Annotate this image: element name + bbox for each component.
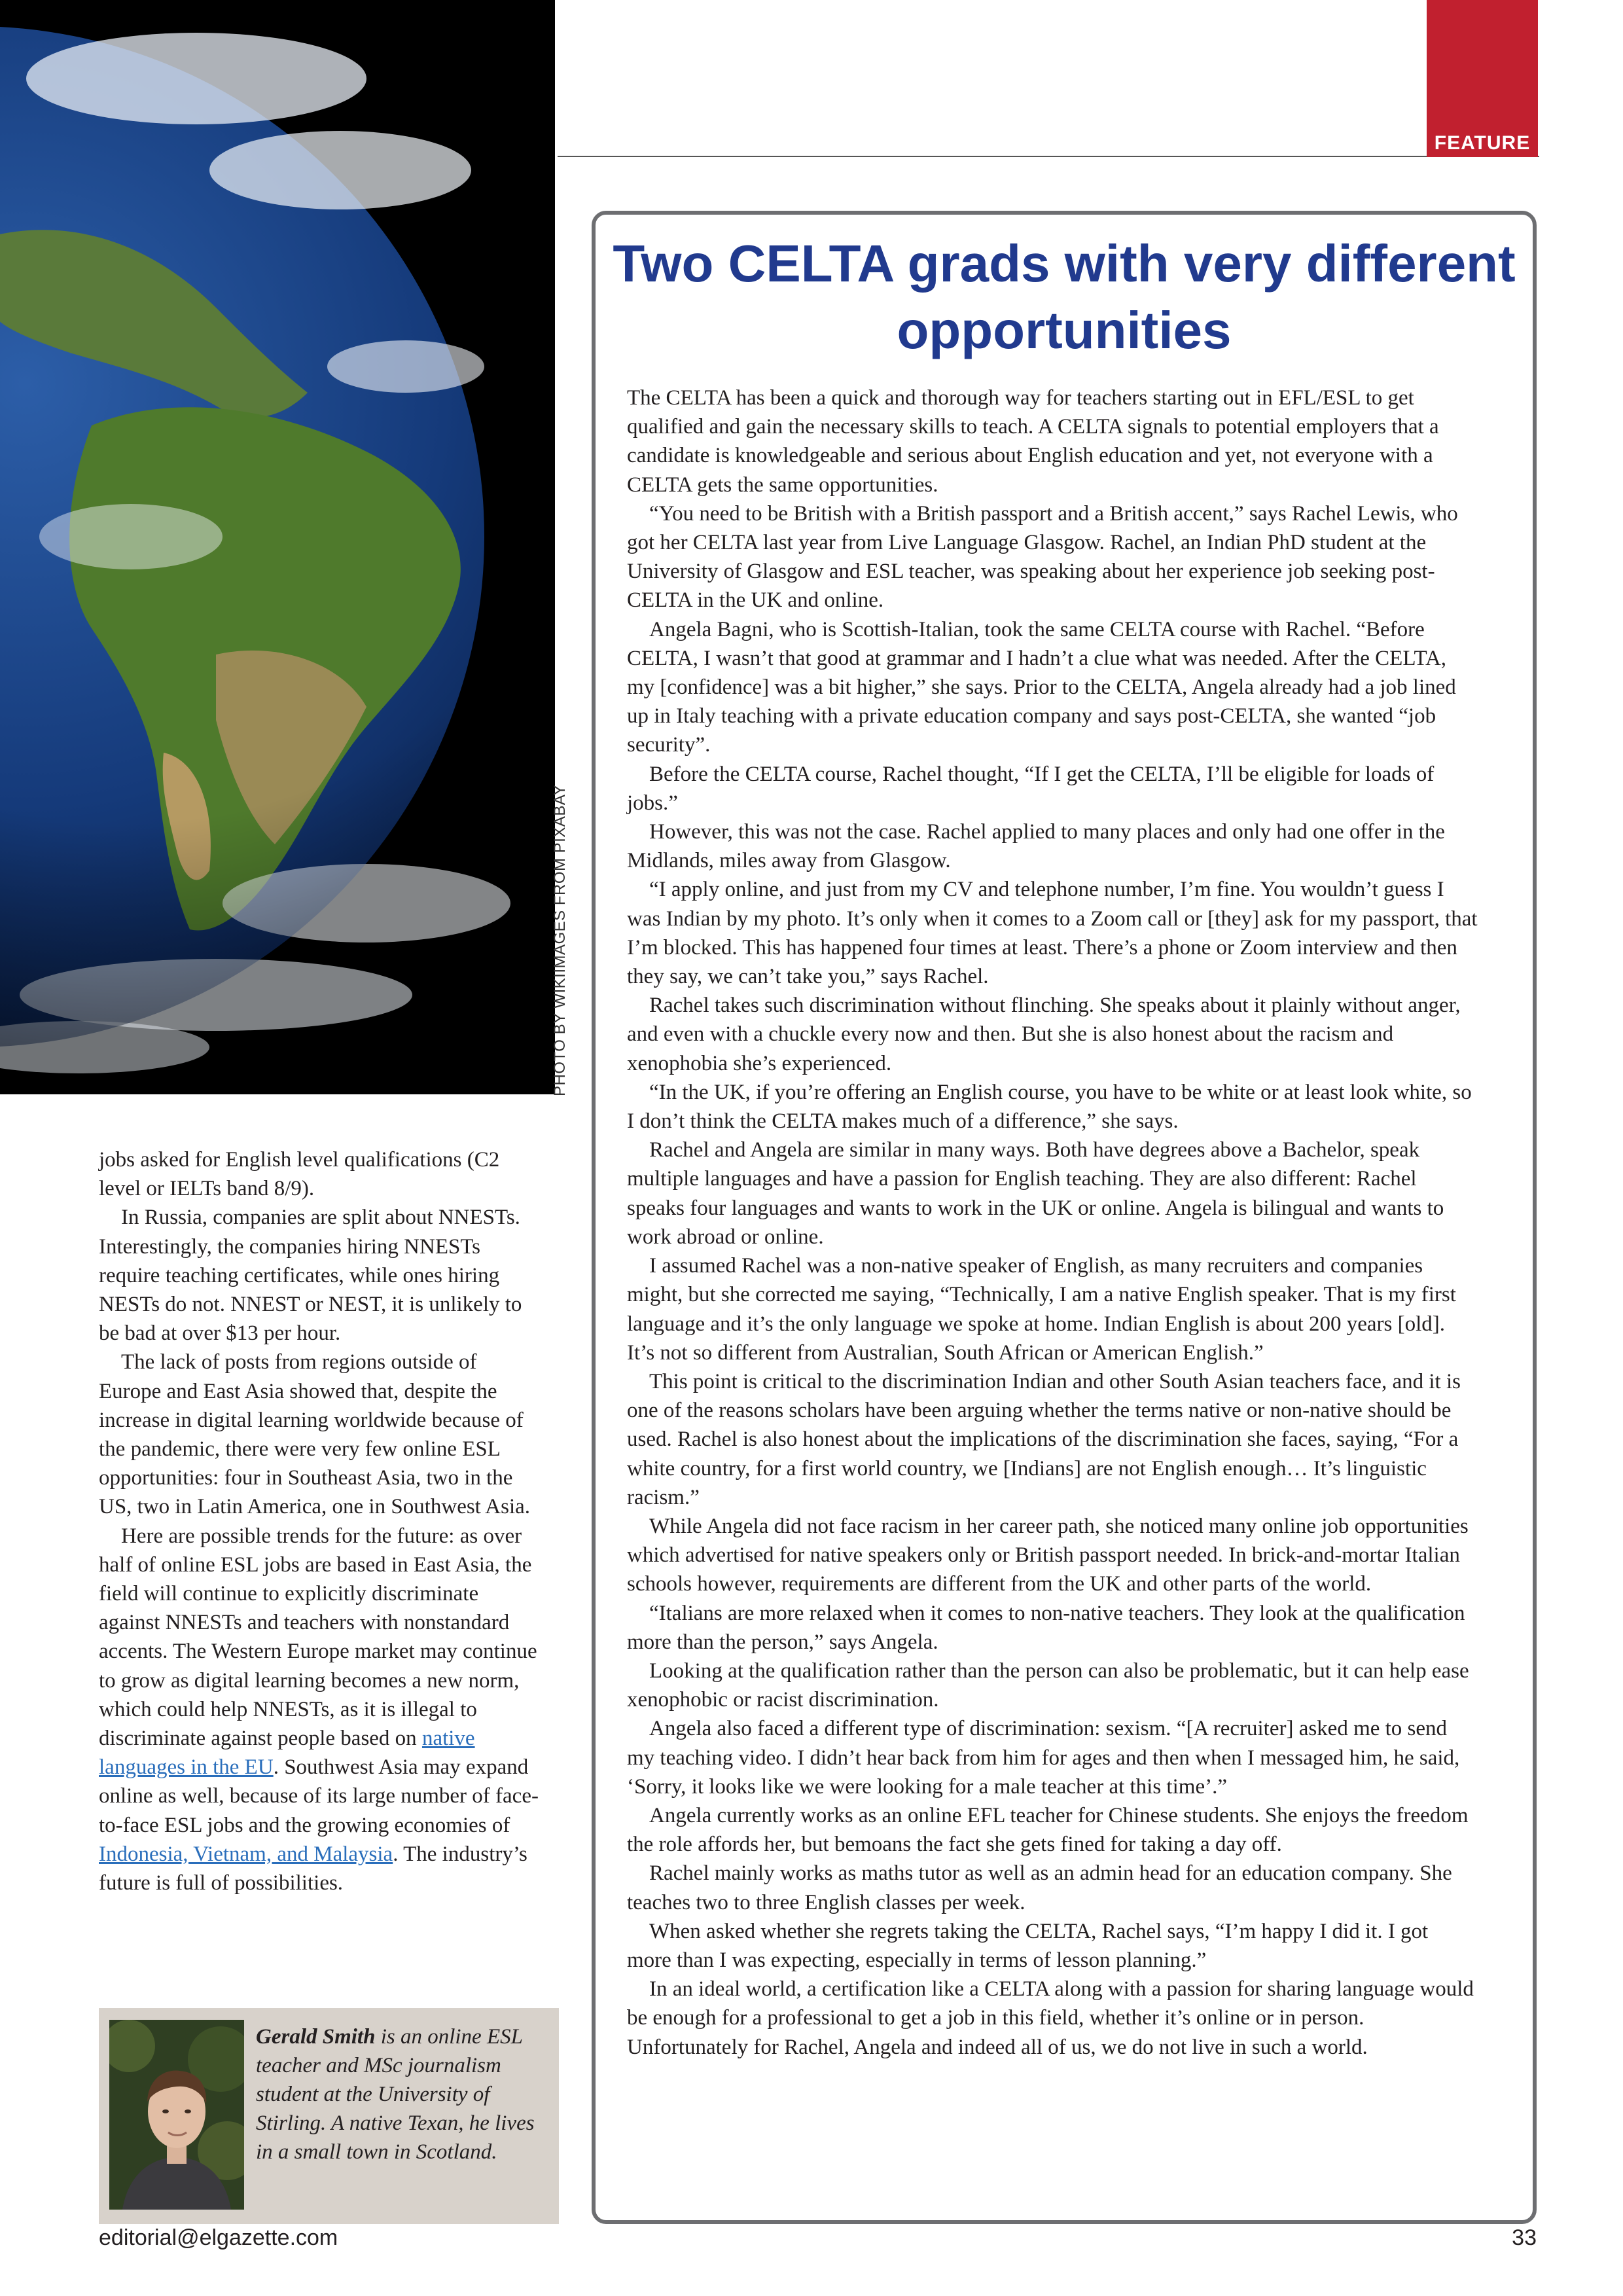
article-paragraph: “Italians are more relaxed when it comes to non-native teachers. They look at the qualification more than the person,” says Angela. [627,1601,1465,1654]
article-paragraph: When asked whether she regrets taking the CELTA, Rachel says, “I’m happy I did it. I got more than I was expecting, especially in terms of lesson planning.” [627,1919,1429,1972]
left-text: . Southwest Asia may expand online as well, because of its large number of face-to-face ESL jobs and the growing economies of [99,1755,539,1837]
section-tag [1427,0,1538,157]
left-text: . The industry’s future is full of possibilities. [99,1842,527,1895]
article-paragraph: “In the UK, if you’re offering an English course, you have to be white or at least look white, so I don’t think the CELTA makes much of a difference,” she says. [627,1080,1472,1134]
left-paragraph: jobs asked for English level qualifications (C2 level or IELTs band 8/9). [99,1148,500,1201]
article-paragraph: Angela also faced a different type of discrimination: sexism. “[A recruiter] asked me to send my teaching video. I didn’t hear back from him for ages and then when I messaged him, he said, ‘Sorry, it looks like we were looking for a male teacher at this time’.” [627,1717,1460,1799]
left-column [99,1145,544,1897]
earth-photo [0,0,555,1094]
left-paragraph: In Russia, companies are split about NNESTs. Interestingly, the companies hiring NNESTs require teaching certificates, while ones hiring NESTs do not. NNEST or NEST, it is unlikely to be bad at over $13 per hour. [99,1206,522,1346]
article-body [627,384,1478,2062]
article-paragraph: Rachel mainly works as maths tutor as well as an admin head for an education company. She teaches two to three English classes per week. [627,1861,1452,1914]
header-rule [558,156,1539,157]
native-languages-eu-link[interactable]: native languages in the EU [99,1727,475,1780]
left-paragraph: The lack of posts from regions outside of Europe and East Asia showed that, despite the increase in digital learning worldwide because of the pandemic, there were very few online ESL opportunities: four in Southeast Asia, two in the US, two in Latin America, one in Southwest Asia. [99,1350,531,1519]
indonesia-vietnam-malaysia-link[interactable]: Indonesia, Vietnam, and Malaysia [99,1842,393,1866]
article-paragraph: Angela currently works as an online EFL teacher for Chinese students. She enjoys the freedom the role affords her, but bemoans the fact she gets fined for taking a day off. [627,1803,1469,1857]
article-paragraph: I assumed Rachel was a non-native speaker of English, as many recruiters and companies might, but she corrected me saying, “Technically, I am a native English speaker. That is my first language and it’s the only language we spoke at home. Indian English is about 200 years [old]. It’s not so different from Australian, South African or American English.” [627,1254,1456,1365]
author-name: Gerald Smith [256,2025,376,2049]
article-paragraph: Rachel takes such discrimination without flinching. She speaks about it plainly without anger, and even with a chuckle every now and then. But she is also honest about the racism and xenophobia she’s experienced. [627,994,1461,1075]
footer-email: editorial@elgazette.com [99,2225,338,2250]
article-title: Two CELTA grads with very different opportunities [613,234,1516,359]
article-paragraph: While Angela did not face racism in her career path, she noticed many online job opportunities which advertised for native speakers only or British passport needed. In brick-and-mortar Italian schools however, requirements are different from the UK and other parts of the world. [627,1514,1469,1596]
author-photo [109,2020,244,2210]
author-bio-box [99,2008,559,2224]
author-portrait [109,2020,244,2210]
article-paragraph: Angela Bagni, who is Scottish-Italian, took the same CELTA course with Rachel. “Before CELTA, I wasn’t that good at grammar and I hadn’t a clue what was needed. After the CELTA, my [confidence] was a bit higher,” she says. Prior to the CELTA, Angela already had a job lined up in Italy teaching with a private education company and says post-CELTA, she wanted “job security”. [627,617,1456,757]
author-description: is an online ESL teacher and MSc journalism student at the University of Stirling. A native Texan, he lives in a small town in Scotland. [256,2025,535,2164]
article-paragraph: The CELTA has been a quick and thorough way for teachers starting out in EFL/ESL to get qualified and gain the necessary skills to teach. A CELTA signals to potential employers that a candidate is knowledgeable and serious about English education and yet, not everyone with a CELTA gets the same opportunities. [627,386,1439,497]
author-bio-text [256,2022,550,2166]
left-text: Here are possible trends for the future: as over half of online ESL jobs are based in East Asia, the field will continue to explicitly discriminate against NNESTs and teachers with nonstandard accents. The Western Europe market may continue to grow as digital learning becomes a new norm, which could help NNESTs, as it is illegal to discriminate against people based on [99,1524,537,1751]
article-paragraph: Before the CELTA course, Rachel thought, “If I get the CELTA, I’ll be eligible for loads of jobs.” [627,762,1435,815]
article-paragraph: This point is critical to the discrimination Indian and other South Asian teachers face, and it is one of the reasons scholars have been arguing whether the terms native or non-native should be used. Rachel is also honest about the implications of the discrimination she faces, saying, “For a white country, for a first world country, we [Indians] are not English enough… It’s linguistic racism.” [627,1369,1461,1509]
article-paragraph: In an ideal world, a certification like a CELTA along with a passion for sharing language would be enough for a professional to get a job in this field, whether it’s online or in person. Unfortunately for Rachel, Angela and indeed all of us, we do not live in such a world. [627,1977,1474,2059]
article-paragraph: Looking at the qualification rather than the person can also be problematic, but it can help ease xenophobic or racist discrimination. [627,1659,1469,1712]
article-paragraph: Rachel and Angela are similar in many ways. Both have degrees above a Bachelor, speak multiple languages and have a passion for English teaching. They are also different: Rachel speaks four languages and wants to work in the UK or online. Angela is bilingual and wants to work abroad or online. [627,1138,1444,1249]
article-paragraph: “I apply online, and just from my CV and telephone number, I’m fine. You wouldn’t guess I was Indian by my photo. It’s only when it comes to a Zoom call or [they] ask for my passport, that I’m blocked. This has happened four times at least. There’s a phone or Zoom interview and then they say, we can’t take you,” says Rachel. [627,878,1478,989]
article-paragraph: However, this was not the case. Rachel applied to many places and only had one offer in the Midlands, miles away from Glasgow. [627,820,1445,873]
page-number: 33 [1512,2225,1537,2250]
photo-credit: PHOTO BY WIKIIMAGES FROM PIXABAY [551,784,569,1096]
earth-illustration [0,0,555,1094]
left-paragraph [99,1522,544,1898]
article-paragraph: “You need to be British with a British passport and a British accent,” says Rachel Lewis, who got her CELTA last year from Live Language Glasgow. Rachel, an Indian PhD student at the University of Glasgow and ESL teacher, was speaking about her experience job seeking post-CELTA in the UK and online. [627,501,1458,613]
section-tag-label: FEATURE [1434,132,1531,154]
